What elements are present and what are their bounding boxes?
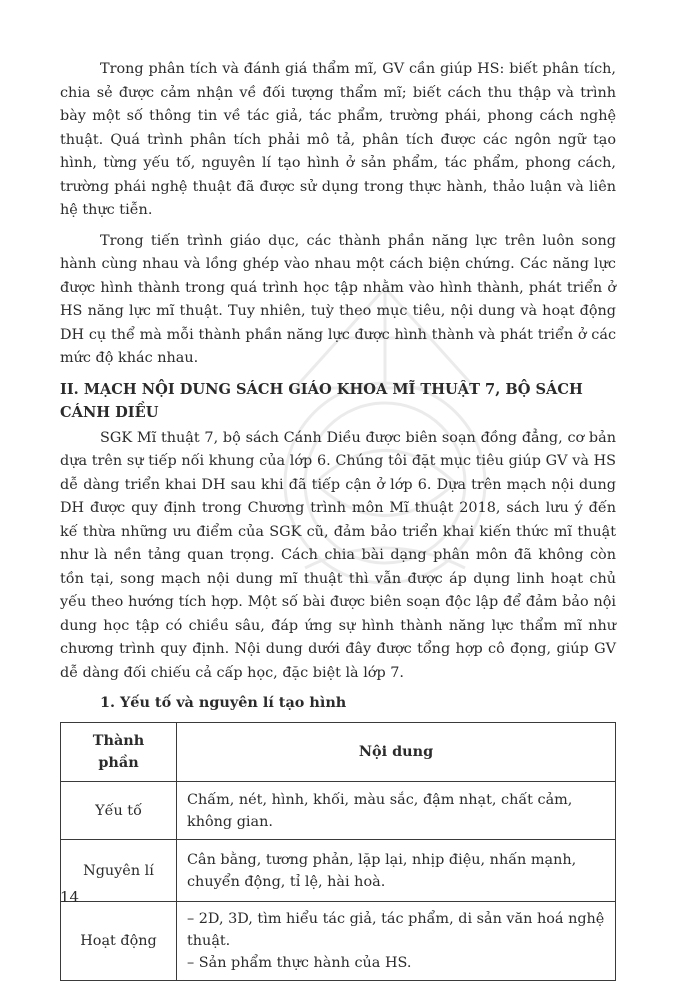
elements-principles-table [60, 722, 616, 981]
paragraph-competency-development: Trong tiến trình giáo dục, các thành phần năng lực trên luôn song hành cùng nhau và lồng ghép vào nhau một cách biện chứng. Các năng lực được hình thành trong quá trình học tập nhằm vào hình thành, phát triển ở HS năng lực mĩ thuật. Tuy nhiên, tuỳ theo mục tiêu, nội dung và hoạt động DH cụ thể mà mỗi thành phần năng lực được hình thành và phát triển ở các mức độ khác nhau. [60, 232, 616, 366]
row-content-cell: Chấm, nét, hình, khối, màu sắc, đậm nhạt, chất cảm, không gian. [177, 782, 616, 840]
table-row [61, 840, 616, 902]
page-number: 14 [60, 888, 80, 906]
paragraph-aesthetic-analysis: Trong phân tích và đánh giá thẩm mĩ, GV cần giúp HS: biết phân tích, chia sẻ được cảm nhận về đối tượng thẩm mĩ; biết cách thu thập và trình bày một số thông tin về tác giả, tác phẩm, trường phái, phong cách nghệ thuật. Quá trình phân tích phải mô tả, phân tích được các ngôn ngữ tạo hình, từng yếu tố, nguyên lí tạo hình ở sản phẩm, tác phẩm, phong cách, trường phái nghệ thuật đã được sử dụng trong thực hành, thảo luận và liên hệ thực tiễn. [60, 61, 616, 218]
table-row [61, 902, 616, 981]
row-component-cell: Hoạt động [61, 902, 177, 981]
content-line: – Sản phẩm thực hành của HS. [187, 955, 412, 971]
row-component-cell: Nguyên lí [61, 840, 177, 902]
paragraph-textbook-description: SGK Mĩ thuật 7, bộ sách Cánh Diều được biên soạn đồng đẳng, cơ bản dựa trên sự tiếp nối khung của lớp 6. Chúng tôi đặt mục tiêu giúp GV và HS dễ dàng triển khai DH sau khi đã tiếp cận ở lớp 6. Dựa trên mạch nội dung DH được quy định trong Chương trình môn Mĩ thuật 2018, sách lưu ý đến kế thừa những ưu điểm của SGK cũ, đảm bảo triển khai kiến thức mĩ thuật như là nền tảng quan trọng. Cách chia bài dạng phân môn đã không còn tồn tại, song mạch nội dung mĩ thuật thì vẫn được áp dụng linh hoạt chủ yếu theo hướng tích hợp. Một số bài được biên soạn độc lập để đảm bảo nội dung học tập có chiều sâu, đáp ứng sự hình thành năng lực thẩm mĩ như chương trình quy định. Nội dung dưới đây được tổng hợp cô đọng, giúp GV dễ dàng đối chiếu cả cấp học, đặc biệt là lớp 7. [60, 429, 616, 681]
row-content-cell [177, 902, 616, 981]
table-header-row [61, 723, 616, 782]
row-content-cell: Cân bằng, tương phản, lặp lại, nhịp điệu, nhấn mạnh, chuyển động, tỉ lệ, hài hoà. [177, 840, 616, 902]
row-component-cell: Yếu tố [61, 782, 177, 840]
header-component: Thành phần [61, 723, 177, 782]
page-content [60, 58, 616, 981]
content-line: – 2D, 3D, tìm hiểu tác giả, tác phẩm, di sản văn hoá nghệ thuật. [187, 911, 605, 949]
table-row [61, 782, 616, 840]
section-heading: II. MẠCH NỘI DUNG SÁCH GIÁO KHOA MĨ THUẬT 7, BỘ SÁCH CÁNH DIỀU [60, 380, 583, 421]
subheading-elements-principles: 1. Yếu tố và nguyên lí tạo hình [100, 694, 347, 711]
header-content: Nội dung [177, 723, 616, 782]
